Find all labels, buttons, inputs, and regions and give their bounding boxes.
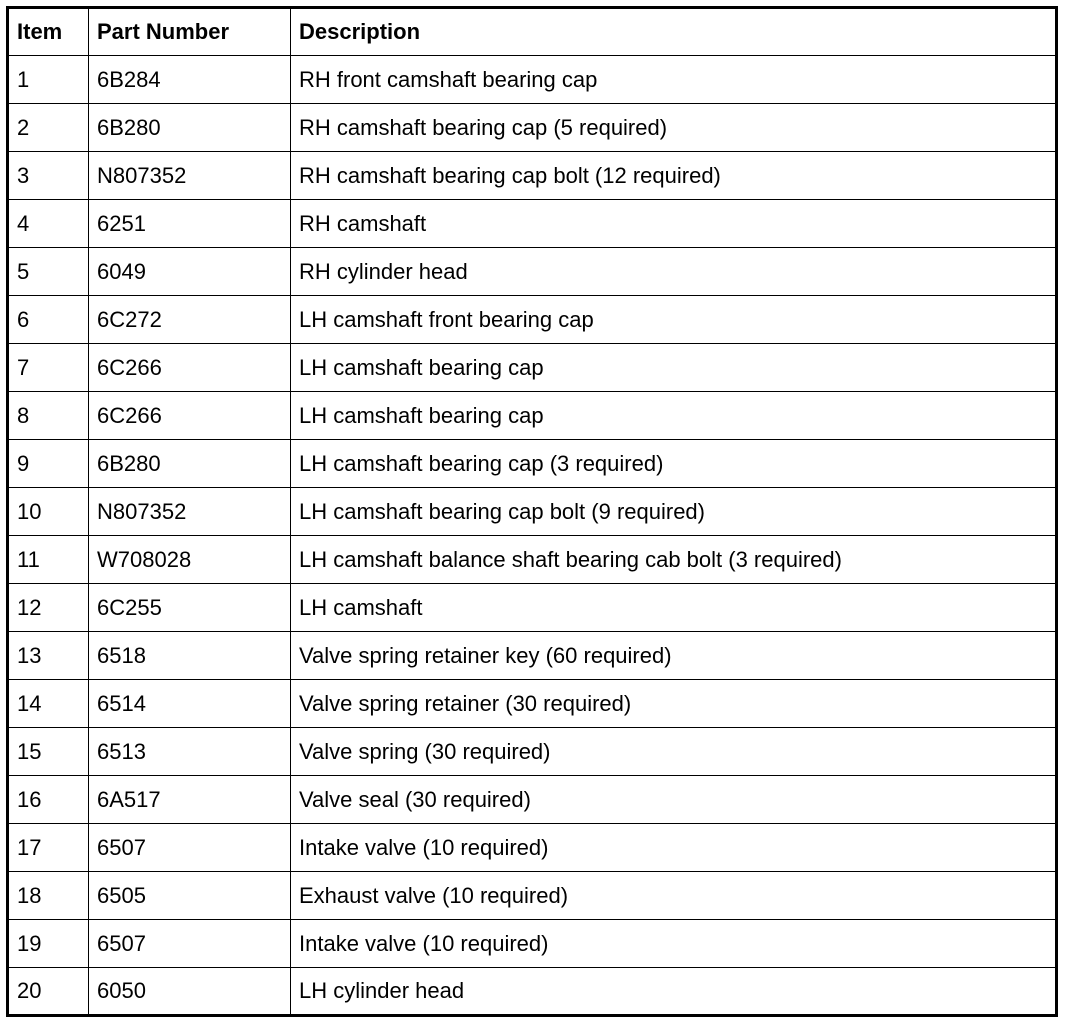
table-row (8, 872, 1057, 920)
part-number-cell: W708028 (89, 536, 291, 584)
description-cell: RH camshaft bearing cap bolt (12 required) (291, 152, 1057, 200)
item-cell: 8 (8, 392, 89, 440)
table-row (8, 248, 1057, 296)
item-cell: 9 (8, 440, 89, 488)
description-cell: RH cylinder head (291, 248, 1057, 296)
table-row (8, 584, 1057, 632)
item-cell: 13 (8, 632, 89, 680)
description-cell: LH camshaft (291, 584, 1057, 632)
part-number-cell: 6251 (89, 200, 291, 248)
description-cell: LH camshaft front bearing cap (291, 296, 1057, 344)
description-cell: Intake valve (10 required) (291, 824, 1057, 872)
description-cell: Valve spring retainer (30 required) (291, 680, 1057, 728)
description-cell: Valve spring (30 required) (291, 728, 1057, 776)
item-cell: 11 (8, 536, 89, 584)
table-row (8, 632, 1057, 680)
part-number-cell: 6507 (89, 824, 291, 872)
part-number-cell: 6518 (89, 632, 291, 680)
part-number-cell: 6C255 (89, 584, 291, 632)
description-cell: RH camshaft (291, 200, 1057, 248)
item-cell: 15 (8, 728, 89, 776)
item-cell: 14 (8, 680, 89, 728)
header-row (8, 8, 1057, 56)
part-number-cell: 6C272 (89, 296, 291, 344)
table-row (8, 56, 1057, 104)
item-cell: 18 (8, 872, 89, 920)
item-cell: 17 (8, 824, 89, 872)
table-row (8, 200, 1057, 248)
item-cell: 19 (8, 920, 89, 968)
item-cell: 3 (8, 152, 89, 200)
table-row (8, 104, 1057, 152)
table-row (8, 920, 1057, 968)
description-cell: RH camshaft bearing cap (5 required) (291, 104, 1057, 152)
part-number-cell: 6C266 (89, 392, 291, 440)
description-cell: LH camshaft bearing cap (291, 392, 1057, 440)
table-row (8, 680, 1057, 728)
parts-table (6, 6, 1058, 1017)
table-row (8, 152, 1057, 200)
description-cell: Exhaust valve (10 required) (291, 872, 1057, 920)
part-number-cell: N807352 (89, 488, 291, 536)
part-number-cell: 6050 (89, 968, 291, 1016)
item-cell: 16 (8, 776, 89, 824)
table-row (8, 968, 1057, 1016)
table-row (8, 776, 1057, 824)
description-cell: LH camshaft bearing cap bolt (9 required) (291, 488, 1057, 536)
item-cell: 20 (8, 968, 89, 1016)
item-cell: 4 (8, 200, 89, 248)
table-row (8, 536, 1057, 584)
item-cell: 7 (8, 344, 89, 392)
description-cell: LH camshaft balance shaft bearing cab bolt (3 required) (291, 536, 1057, 584)
description-cell: Intake valve (10 required) (291, 920, 1057, 968)
item-cell: 5 (8, 248, 89, 296)
table-row (8, 344, 1057, 392)
part-number-cell: 6513 (89, 728, 291, 776)
part-number-cell: 6049 (89, 248, 291, 296)
item-cell: 12 (8, 584, 89, 632)
part-number-cell: N807352 (89, 152, 291, 200)
part-number-cell: 6505 (89, 872, 291, 920)
table-row (8, 728, 1057, 776)
table-body (8, 56, 1057, 1016)
item-cell: 10 (8, 488, 89, 536)
part-number-cell: 6507 (89, 920, 291, 968)
description-cell: Valve spring retainer key (60 required) (291, 632, 1057, 680)
item-cell: 1 (8, 56, 89, 104)
header-description: Description (291, 8, 1057, 56)
table-row (8, 392, 1057, 440)
description-cell: LH cylinder head (291, 968, 1057, 1016)
item-cell: 6 (8, 296, 89, 344)
table-row (8, 296, 1057, 344)
description-cell: RH front camshaft bearing cap (291, 56, 1057, 104)
part-number-cell: 6B280 (89, 440, 291, 488)
header-part-number: Part Number (89, 8, 291, 56)
part-number-cell: 6B284 (89, 56, 291, 104)
part-number-cell: 6C266 (89, 344, 291, 392)
table-row (8, 440, 1057, 488)
description-cell: LH camshaft bearing cap (291, 344, 1057, 392)
part-number-cell: 6514 (89, 680, 291, 728)
description-cell: Valve seal (30 required) (291, 776, 1057, 824)
table-row (8, 488, 1057, 536)
item-cell: 2 (8, 104, 89, 152)
header-item: Item (8, 8, 89, 56)
description-cell: LH camshaft bearing cap (3 required) (291, 440, 1057, 488)
part-number-cell: 6A517 (89, 776, 291, 824)
part-number-cell: 6B280 (89, 104, 291, 152)
table-header (8, 8, 1057, 56)
table-row (8, 824, 1057, 872)
